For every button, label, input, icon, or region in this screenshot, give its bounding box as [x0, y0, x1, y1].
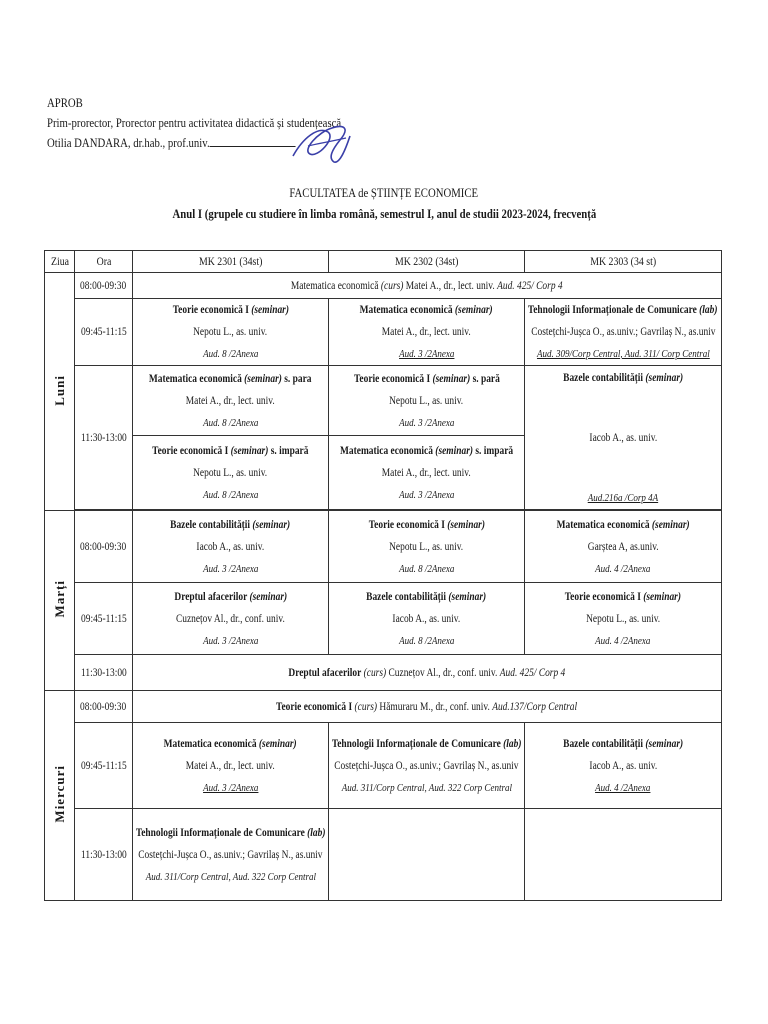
schedule-table [44, 250, 722, 901]
course-cell: Teorie economică I (curs) Hămuraru M., dr., conf. univ. Aud.137/Corp Central [133, 691, 722, 723]
header-group-2: MK 2302 (34st) [329, 251, 525, 273]
table-row [45, 655, 722, 691]
class-cell: Teorie economică I (seminar) Nepotu L., as. univ. Aud. 4 /2Anexa [525, 583, 722, 655]
time-cell: 09:45-11:15 [75, 299, 133, 366]
empty-cell [525, 809, 722, 901]
day-cell-wednesday: Miercuri [45, 691, 75, 901]
time-cell: 08:00-09:30 [75, 273, 133, 299]
signature-mark [288, 118, 358, 168]
class-cell: Teorie economică I (seminar) Nepotu L., as. univ. Aud. 8 /2Anexa [133, 299, 329, 366]
course-cell: Dreptul afacerilor (curs) Cuznețov Al., dr., conf. univ. Aud. 425/ Corp 4 [133, 655, 722, 691]
class-cell: Bazele contabilității (seminar) Iacob A., as. univ. Aud. 8 /2Anexa [329, 583, 525, 655]
class-cell: Bazele contabilității (seminar) Iacob A., as. univ. Aud. 3 /2Anexa [133, 511, 329, 583]
header-group-3: MK 2303 (34 st) [525, 251, 722, 273]
class-cell: Dreptul afacerilor (seminar) Cuznețov Al., dr., conf. univ. Aud. 3 /2Anexa [133, 583, 329, 655]
day-cell-tuesday: Marți [45, 511, 75, 691]
table-row [45, 366, 722, 436]
class-cell: Matematica economică (seminar) s. para Matei A., dr., lect. univ. Aud. 8 /2Anexa [133, 366, 329, 436]
time-cell: 09:45-11:15 [75, 583, 133, 655]
table-row [45, 299, 722, 366]
signature-line [210, 134, 296, 147]
table-row [45, 809, 722, 901]
table-row [45, 723, 722, 809]
time-cell: 08:00-09:30 [75, 511, 133, 583]
class-cell: Teorie economică I (seminar) Nepotu L., as. univ. Aud. 8 /2Anexa [329, 511, 525, 583]
course-cell: Matematica economică (curs) Matei A., dr., lect. univ. Aud. 425/ Corp 4 [133, 273, 722, 299]
class-cell: Teorie economică I (seminar) s. impară Nepotu L., as. univ. Aud. 8 /2Anexa [133, 436, 329, 510]
faculty-title: FACULTATEA de ȘTIINȚE ECONOMICE [289, 186, 479, 200]
approval-name: Otilia DANDARA, dr.hab., prof.univ. [47, 136, 210, 150]
empty-cell [329, 809, 525, 901]
class-cell: Matematica economică (seminar) s. impară Matei A., dr., lect. univ. Aud. 3 /2Anexa [329, 436, 525, 510]
time-cell: 08:00-09:30 [75, 691, 133, 723]
class-cell: Matematica economică (seminar) Matei A., dr., lect. univ. Aud. 3 /2Anexa [133, 723, 329, 809]
time-cell: 11:30-13:00 [75, 655, 133, 691]
time-cell: 09:45-11:15 [75, 723, 133, 809]
table-row [45, 691, 722, 723]
schedule-subtitle: Anul I (grupele cu studiere în limba română, semestrul I, anul de studii 2023-2024, frecvență [172, 207, 596, 221]
table-row [45, 583, 722, 655]
class-cell: Bazele contabilității (seminar) Iacob A., as. univ. Aud.216a /Corp 4A [525, 366, 722, 510]
header-time: Ora [75, 251, 133, 273]
approval-position: Prim-prorector, Prorector pentru activitatea didactică și studențească [47, 116, 342, 130]
class-cell: Tehnologii Informaționale de Comunicare (lab) Costețchi-Jușca O., as.univ.; Gavrilaș N., as.univ Aud. 309/Corp Central, Aud. 311/ Corp Central [525, 299, 722, 366]
table-row [45, 511, 722, 583]
header-day: Ziua [45, 251, 75, 273]
header-row [45, 251, 722, 273]
table-row [45, 273, 722, 299]
class-cell: Matematica economică (seminar) Garștea A, as.univ. Aud. 4 /2Anexa [525, 511, 722, 583]
day-cell-monday: Luni [45, 273, 75, 511]
header-group-1: MK 2301 (34st) [133, 251, 329, 273]
class-cell: Tehnologii Informaționale de Comunicare (lab) Costețchi-Jușca O., as.univ.; Gavrilaș N., as.univ Aud. 311/Corp Central, Aud. 322 Corp Central [329, 723, 525, 809]
time-cell: 11:30-13:00 [75, 366, 133, 510]
approval-title: APROB [47, 96, 83, 110]
class-cell: Teorie economică I (seminar) s. pară Nepotu L., as. univ. Aud. 3 /2Anexa [329, 366, 525, 436]
time-cell: 11:30-13:00 [75, 809, 133, 901]
class-cell: Tehnologii Informaționale de Comunicare (lab) Costețchi-Jușca O., as.univ.; Gavrilaș N., as.univ Aud. 311/Corp Central, Aud. 322 Corp Central [133, 809, 329, 901]
class-cell: Bazele contabilității (seminar) Iacob A., as. univ. Aud. 4 /2Anexa [525, 723, 722, 809]
class-cell: Matematica economică (seminar) Matei A., dr., lect. univ. Aud. 3 /2Anexa [329, 299, 525, 366]
